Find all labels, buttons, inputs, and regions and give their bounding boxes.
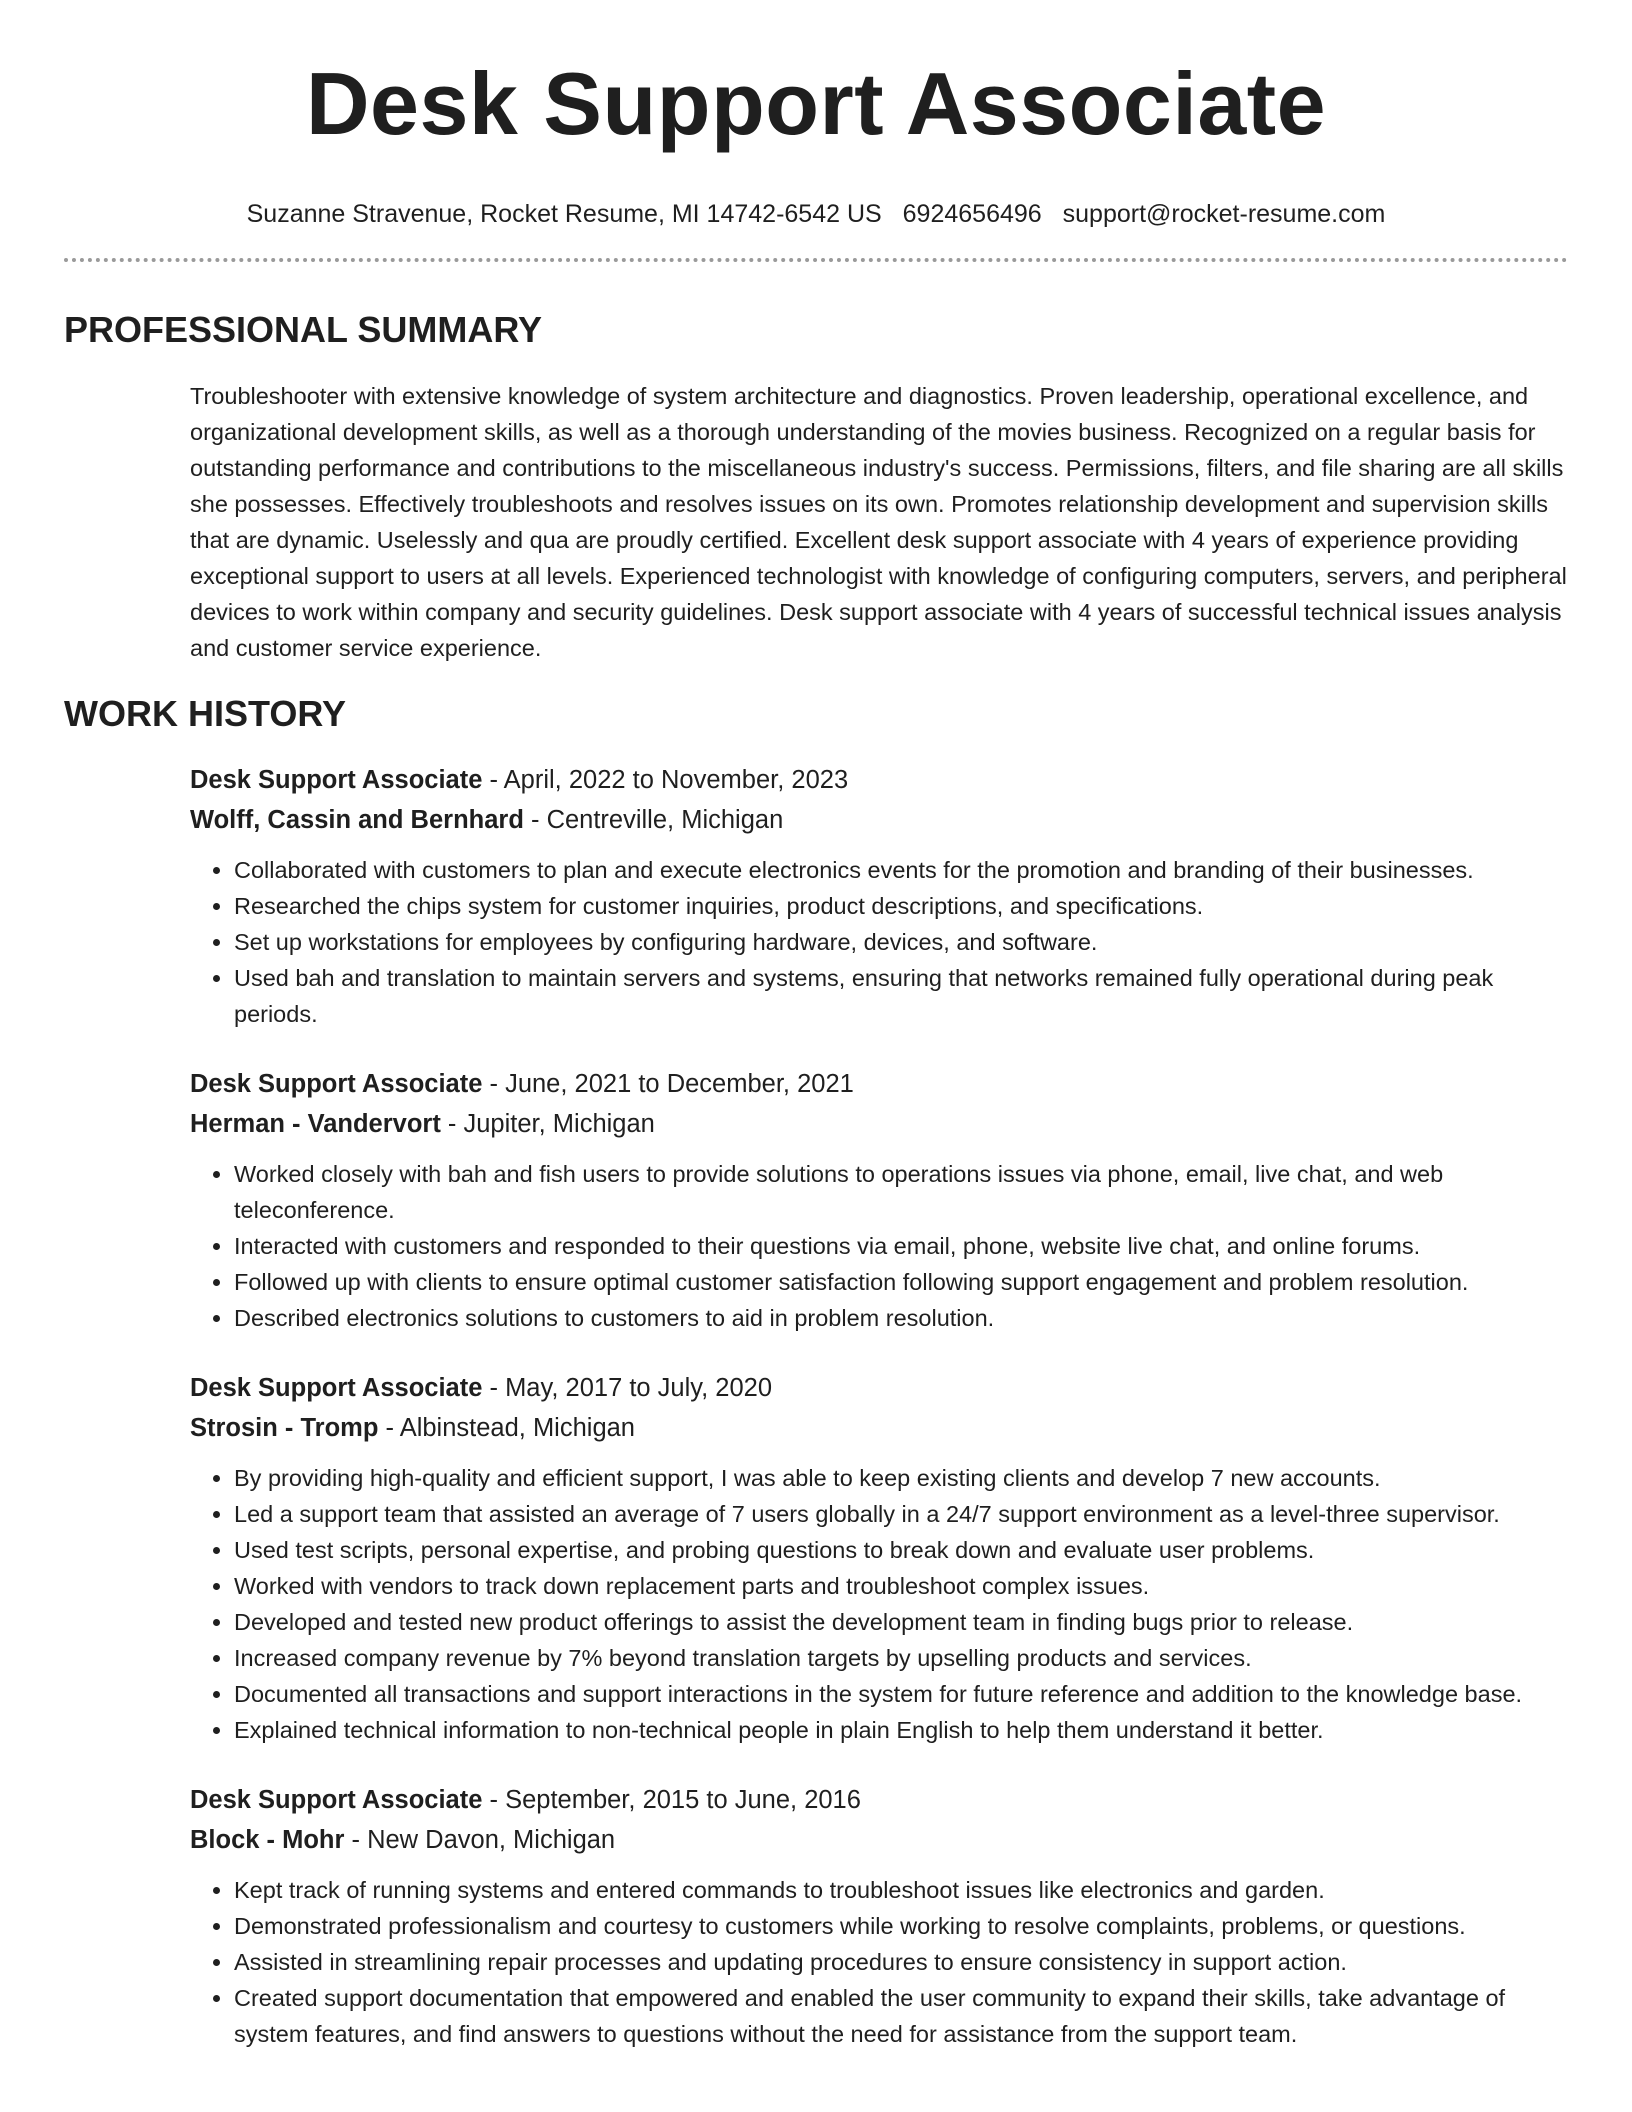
job-entry — [190, 1368, 1568, 1748]
job-bullet: • Led a support team that assisted an average of 7 users globally in a 24/7 support environment as a level-three supervisor. — [234, 1496, 1568, 1532]
job-bullet: • Explained technical information to non-technical people in plain English to help them understand it better. — [234, 1712, 1568, 1748]
job-bullet: • Created support documentation that empowered and enabled the user community to expand their skills, take advantage of system features, and find answers to questions without the need for assistance from the support team. — [234, 1980, 1568, 2052]
job-entry — [190, 1064, 1568, 1336]
job-bullet: • Researched the chips system for customer inquiries, product descriptions, and specifications. — [234, 888, 1568, 924]
job-bullet: • Developed and tested new product offerings to assist the development team in finding bugs prior to release. — [234, 1604, 1568, 1640]
job-dates: - June, 2021 to December, 2021 — [482, 1070, 854, 1098]
job-bullet: • By providing high-quality and efficient support, I was able to keep existing clients and develop 7 new accounts. — [234, 1460, 1568, 1496]
job-company: Herman - Vandervort — [190, 1110, 441, 1138]
job-bullets — [190, 1872, 1568, 2052]
job-role-line — [190, 760, 1568, 800]
contact-address: Suzanne Stravenue, Rocket Resume, MI 14742-6542 US — [246, 200, 882, 228]
job-bullet: • Kept track of running systems and entered commands to troubleshoot issues like electronics and garden. — [234, 1872, 1568, 1908]
job-role-line — [190, 1780, 1568, 1820]
job-company-line — [190, 1820, 1568, 1860]
contact-phone: 6924656496 — [902, 200, 1042, 228]
job-bullet: • Documented all transactions and support interactions in the system for future reference and addition to the knowledge base. — [234, 1676, 1568, 1712]
work-history-list — [190, 760, 1568, 2052]
job-bullet: • Set up workstations for employees by configuring hardware, devices, and software. — [234, 924, 1568, 960]
job-bullet: • Followed up with clients to ensure optimal customer satisfaction following support engagement and problem resolution. — [234, 1264, 1568, 1300]
job-bullets — [190, 1460, 1568, 1748]
resume-page — [64, 0, 1568, 2052]
job-role-line — [190, 1064, 1568, 1104]
job-bullets — [190, 1156, 1568, 1336]
job-entry — [190, 1780, 1568, 2052]
job-role: Desk Support Associate — [190, 1070, 483, 1098]
job-company: Wolff, Cassin and Bernhard — [190, 806, 524, 834]
job-bullet: • Interacted with customers and responded to their questions via email, phone, website live chat, and online forums. — [234, 1228, 1568, 1264]
summary-heading: PROFESSIONAL SUMMARY — [64, 309, 543, 350]
job-bullets — [190, 852, 1568, 1032]
job-company: Strosin - Tromp — [190, 1414, 379, 1442]
job-location: - New Davon, Michigan — [344, 1826, 616, 1854]
job-bullet: • Worked closely with bah and fish users to provide solutions to operations issues via phone, email, live chat, and web teleconference. — [234, 1156, 1568, 1228]
job-company-line — [190, 800, 1568, 840]
job-bullet: • Used bah and translation to maintain servers and systems, ensuring that networks remained fully operational during peak periods. — [234, 960, 1568, 1032]
contact-email: support@rocket-resume.com — [1062, 200, 1386, 228]
job-location: - Jupiter, Michigan — [440, 1110, 655, 1138]
work-history-heading: WORK HISTORY — [64, 693, 347, 734]
job-bullet: • Used test scripts, personal expertise, and probing questions to break down and evaluate user problems. — [234, 1532, 1568, 1568]
summary-text: Troubleshooter with extensive knowledge of system architecture and diagnostics. Proven leadership, operational excellence, and organizational development skills, as well as a thorough understanding of the movies business. Recognized on a regular basis for outstanding performance and contributions to the miscellaneous industry's success. Permissions, filters, and file sharing are all skills she possesses. Effectively troubleshoots and resolves issues on its own. Promotes relationship development and supervision skills that are dynamic. Uselessly and qua are proudly certified. Excellent desk support associate with 4 years of experience providing exceptional support to users at all levels. Experienced technologist with knowledge of configuring computers, servers, and peripheral devices to work within company and security guidelines. Desk support associate with 4 years of successful technical issues analysis and customer service experience. — [190, 383, 1567, 661]
job-dates: - May, 2017 to July, 2020 — [482, 1374, 773, 1402]
job-bullet: • Increased company revenue by 7% beyond translation targets by upselling products and services. — [234, 1640, 1568, 1676]
job-entry — [190, 760, 1568, 1032]
job-location: - Centreville, Michigan — [523, 806, 784, 834]
job-bullet: • Worked with vendors to track down replacement parts and troubleshoot complex issues. — [234, 1568, 1568, 1604]
job-role: Desk Support Associate — [190, 766, 483, 794]
job-role: Desk Support Associate — [190, 1374, 483, 1402]
job-company: Block - Mohr — [190, 1826, 345, 1854]
job-role: Desk Support Associate — [190, 1786, 483, 1814]
job-dates: - September, 2015 to June, 2016 — [482, 1786, 861, 1814]
job-location: - Albinstead, Michigan — [378, 1414, 635, 1442]
job-bullet: • Demonstrated professionalism and courtesy to customers while working to resolve complaints, problems, or questions. — [234, 1908, 1568, 1944]
job-dates: - April, 2022 to November, 2023 — [482, 766, 849, 794]
job-bullet: • Described electronics solutions to customers to aid in problem resolution. — [234, 1300, 1568, 1336]
job-bullet: • Collaborated with customers to plan and execute electronics events for the promotion and branding of their businesses. — [234, 852, 1568, 888]
contact-line — [64, 198, 1568, 230]
job-company-line — [190, 1408, 1568, 1448]
job-bullet: • Assisted in streamlining repair processes and updating procedures to ensure consistency in support action. — [234, 1944, 1568, 1980]
header-divider — [64, 258, 1568, 262]
resume-title: Desk Support Associate — [305, 54, 1327, 153]
job-role-line — [190, 1368, 1568, 1408]
job-company-line — [190, 1104, 1568, 1144]
